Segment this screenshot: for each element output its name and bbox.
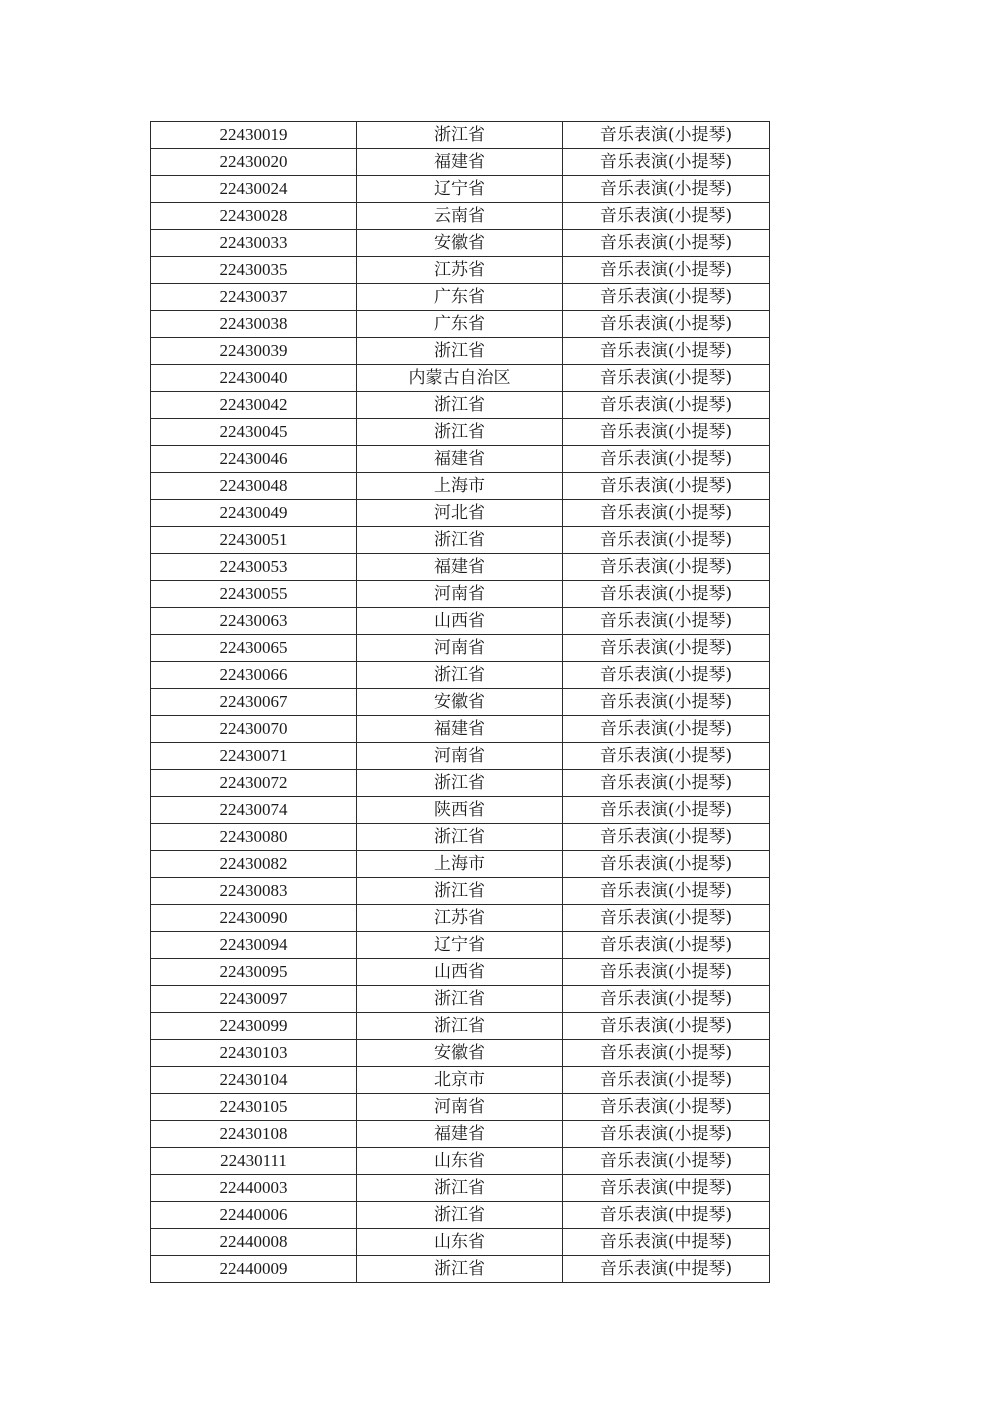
major-cell: 音乐表演(中提琴) xyxy=(563,1202,770,1229)
table-row xyxy=(151,770,770,797)
candidate-id-cell: 22440009 xyxy=(151,1256,357,1283)
major-cell: 音乐表演(中提琴) xyxy=(563,1256,770,1283)
table-row xyxy=(151,149,770,176)
candidate-id-cell: 22430063 xyxy=(151,608,357,635)
region-cell: 山东省 xyxy=(357,1148,563,1175)
region-cell: 浙江省 xyxy=(357,1175,563,1202)
table-row xyxy=(151,392,770,419)
major-cell: 音乐表演(小提琴) xyxy=(563,1148,770,1175)
table-row xyxy=(151,1121,770,1148)
candidate-id-cell: 22430071 xyxy=(151,743,357,770)
major-cell: 音乐表演(小提琴) xyxy=(563,122,770,149)
candidate-id-cell: 22430042 xyxy=(151,392,357,419)
major-cell: 音乐表演(小提琴) xyxy=(563,1094,770,1121)
table-row xyxy=(151,716,770,743)
major-cell: 音乐表演(小提琴) xyxy=(563,716,770,743)
region-cell: 浙江省 xyxy=(357,770,563,797)
region-cell: 安徽省 xyxy=(357,230,563,257)
table-row xyxy=(151,122,770,149)
major-cell: 音乐表演(小提琴) xyxy=(563,311,770,338)
candidate-id-cell: 22430033 xyxy=(151,230,357,257)
major-cell: 音乐表演(小提琴) xyxy=(563,824,770,851)
region-cell: 辽宁省 xyxy=(357,176,563,203)
table-row xyxy=(151,203,770,230)
candidate-id-cell: 22430039 xyxy=(151,338,357,365)
table-row xyxy=(151,959,770,986)
major-cell: 音乐表演(小提琴) xyxy=(563,446,770,473)
major-cell: 音乐表演(小提琴) xyxy=(563,878,770,905)
table-row xyxy=(151,500,770,527)
region-cell: 福建省 xyxy=(357,149,563,176)
region-cell: 浙江省 xyxy=(357,527,563,554)
region-cell: 江苏省 xyxy=(357,257,563,284)
candidate-id-cell: 22430040 xyxy=(151,365,357,392)
table-row xyxy=(151,473,770,500)
candidate-id-cell: 22430028 xyxy=(151,203,357,230)
table-row xyxy=(151,1148,770,1175)
major-cell: 音乐表演(小提琴) xyxy=(563,959,770,986)
region-cell: 河南省 xyxy=(357,581,563,608)
region-cell: 陕西省 xyxy=(357,797,563,824)
candidate-id-cell: 22430108 xyxy=(151,1121,357,1148)
table-row xyxy=(151,527,770,554)
region-cell: 内蒙古自治区 xyxy=(357,365,563,392)
candidate-id-cell: 22430053 xyxy=(151,554,357,581)
candidate-id-cell: 22430035 xyxy=(151,257,357,284)
candidate-id-cell: 22430045 xyxy=(151,419,357,446)
major-cell: 音乐表演(小提琴) xyxy=(563,635,770,662)
major-cell: 音乐表演(小提琴) xyxy=(563,176,770,203)
candidate-id-cell: 22430065 xyxy=(151,635,357,662)
region-cell: 浙江省 xyxy=(357,392,563,419)
table-row xyxy=(151,635,770,662)
region-cell: 浙江省 xyxy=(357,662,563,689)
region-cell: 浙江省 xyxy=(357,419,563,446)
region-cell: 云南省 xyxy=(357,203,563,230)
candidate-id-cell: 22440008 xyxy=(151,1229,357,1256)
major-cell: 音乐表演(小提琴) xyxy=(563,149,770,176)
region-cell: 浙江省 xyxy=(357,824,563,851)
candidate-id-cell: 22430020 xyxy=(151,149,357,176)
region-cell: 浙江省 xyxy=(357,1013,563,1040)
candidate-id-cell: 22430080 xyxy=(151,824,357,851)
region-cell: 上海市 xyxy=(357,851,563,878)
region-cell: 浙江省 xyxy=(357,122,563,149)
table-row xyxy=(151,311,770,338)
major-cell: 音乐表演(小提琴) xyxy=(563,365,770,392)
table-row xyxy=(151,176,770,203)
major-cell: 音乐表演(小提琴) xyxy=(563,986,770,1013)
major-cell: 音乐表演(小提琴) xyxy=(563,662,770,689)
major-cell: 音乐表演(小提琴) xyxy=(563,392,770,419)
major-cell: 音乐表演(小提琴) xyxy=(563,257,770,284)
table-row xyxy=(151,824,770,851)
table-row xyxy=(151,257,770,284)
table-row xyxy=(151,554,770,581)
table-row xyxy=(151,851,770,878)
table-row xyxy=(151,581,770,608)
table-row xyxy=(151,905,770,932)
candidate-id-cell: 22430019 xyxy=(151,122,357,149)
table-row xyxy=(151,1175,770,1202)
major-cell: 音乐表演(小提琴) xyxy=(563,203,770,230)
candidate-id-cell: 22430111 xyxy=(151,1148,357,1175)
table-row xyxy=(151,1094,770,1121)
roster-table xyxy=(150,121,770,1283)
candidate-id-cell: 22430037 xyxy=(151,284,357,311)
major-cell: 音乐表演(小提琴) xyxy=(563,1121,770,1148)
region-cell: 浙江省 xyxy=(357,986,563,1013)
region-cell: 浙江省 xyxy=(357,338,563,365)
table-row xyxy=(151,743,770,770)
candidate-id-cell: 22430055 xyxy=(151,581,357,608)
table-row xyxy=(151,797,770,824)
table-row xyxy=(151,284,770,311)
candidate-id-cell: 22430067 xyxy=(151,689,357,716)
candidate-id-cell: 22430082 xyxy=(151,851,357,878)
region-cell: 福建省 xyxy=(357,554,563,581)
candidate-id-cell: 22430104 xyxy=(151,1067,357,1094)
major-cell: 音乐表演(小提琴) xyxy=(563,419,770,446)
region-cell: 福建省 xyxy=(357,1121,563,1148)
region-cell: 河南省 xyxy=(357,1094,563,1121)
candidate-id-cell: 22430051 xyxy=(151,527,357,554)
region-cell: 福建省 xyxy=(357,446,563,473)
major-cell: 音乐表演(小提琴) xyxy=(563,932,770,959)
region-cell: 安徽省 xyxy=(357,689,563,716)
region-cell: 北京市 xyxy=(357,1067,563,1094)
table-row xyxy=(151,446,770,473)
table-row xyxy=(151,230,770,257)
major-cell: 音乐表演(中提琴) xyxy=(563,1175,770,1202)
table-row xyxy=(151,1202,770,1229)
table-row xyxy=(151,1229,770,1256)
major-cell: 音乐表演(小提琴) xyxy=(563,851,770,878)
major-cell: 音乐表演(小提琴) xyxy=(563,284,770,311)
candidate-id-cell: 22430095 xyxy=(151,959,357,986)
major-cell: 音乐表演(小提琴) xyxy=(563,905,770,932)
candidate-id-cell: 22430083 xyxy=(151,878,357,905)
candidate-id-cell: 22430070 xyxy=(151,716,357,743)
major-cell: 音乐表演(小提琴) xyxy=(563,743,770,770)
major-cell: 音乐表演(小提琴) xyxy=(563,527,770,554)
region-cell: 山西省 xyxy=(357,608,563,635)
major-cell: 音乐表演(小提琴) xyxy=(563,1013,770,1040)
major-cell: 音乐表演(小提琴) xyxy=(563,1040,770,1067)
candidate-id-cell: 22430074 xyxy=(151,797,357,824)
table-row xyxy=(151,986,770,1013)
table-row xyxy=(151,608,770,635)
table-row xyxy=(151,1013,770,1040)
major-cell: 音乐表演(小提琴) xyxy=(563,473,770,500)
region-cell: 安徽省 xyxy=(357,1040,563,1067)
table-row xyxy=(151,1256,770,1283)
candidate-id-cell: 22430048 xyxy=(151,473,357,500)
region-cell: 江苏省 xyxy=(357,905,563,932)
candidate-id-cell: 22430038 xyxy=(151,311,357,338)
table-row xyxy=(151,338,770,365)
candidate-id-cell: 22430094 xyxy=(151,932,357,959)
table-row xyxy=(151,419,770,446)
region-cell: 浙江省 xyxy=(357,878,563,905)
region-cell: 河南省 xyxy=(357,743,563,770)
region-cell: 广东省 xyxy=(357,284,563,311)
region-cell: 河北省 xyxy=(357,500,563,527)
major-cell: 音乐表演(小提琴) xyxy=(563,500,770,527)
roster-table-body xyxy=(151,122,770,1283)
candidate-id-cell: 22430099 xyxy=(151,1013,357,1040)
candidate-id-cell: 22430049 xyxy=(151,500,357,527)
table-row xyxy=(151,689,770,716)
candidate-id-cell: 22430066 xyxy=(151,662,357,689)
region-cell: 山东省 xyxy=(357,1229,563,1256)
region-cell: 山西省 xyxy=(357,959,563,986)
major-cell: 音乐表演(小提琴) xyxy=(563,554,770,581)
candidate-id-cell: 22430105 xyxy=(151,1094,357,1121)
candidate-id-cell: 22440003 xyxy=(151,1175,357,1202)
candidate-id-cell: 22430024 xyxy=(151,176,357,203)
region-cell: 福建省 xyxy=(357,716,563,743)
major-cell: 音乐表演(小提琴) xyxy=(563,1067,770,1094)
major-cell: 音乐表演(小提琴) xyxy=(563,581,770,608)
table-row xyxy=(151,932,770,959)
major-cell: 音乐表演(中提琴) xyxy=(563,1229,770,1256)
region-cell: 河南省 xyxy=(357,635,563,662)
major-cell: 音乐表演(小提琴) xyxy=(563,689,770,716)
region-cell: 浙江省 xyxy=(357,1256,563,1283)
region-cell: 上海市 xyxy=(357,473,563,500)
table-row xyxy=(151,662,770,689)
major-cell: 音乐表演(小提琴) xyxy=(563,608,770,635)
region-cell: 广东省 xyxy=(357,311,563,338)
table-row xyxy=(151,1040,770,1067)
region-cell: 浙江省 xyxy=(357,1202,563,1229)
table-row xyxy=(151,365,770,392)
major-cell: 音乐表演(小提琴) xyxy=(563,338,770,365)
table-row xyxy=(151,1067,770,1094)
candidate-id-cell: 22440006 xyxy=(151,1202,357,1229)
major-cell: 音乐表演(小提琴) xyxy=(563,230,770,257)
region-cell: 辽宁省 xyxy=(357,932,563,959)
table-row xyxy=(151,878,770,905)
major-cell: 音乐表演(小提琴) xyxy=(563,797,770,824)
major-cell: 音乐表演(小提琴) xyxy=(563,770,770,797)
candidate-id-cell: 22430103 xyxy=(151,1040,357,1067)
candidate-id-cell: 22430090 xyxy=(151,905,357,932)
candidate-id-cell: 22430097 xyxy=(151,986,357,1013)
candidate-id-cell: 22430072 xyxy=(151,770,357,797)
candidate-id-cell: 22430046 xyxy=(151,446,357,473)
